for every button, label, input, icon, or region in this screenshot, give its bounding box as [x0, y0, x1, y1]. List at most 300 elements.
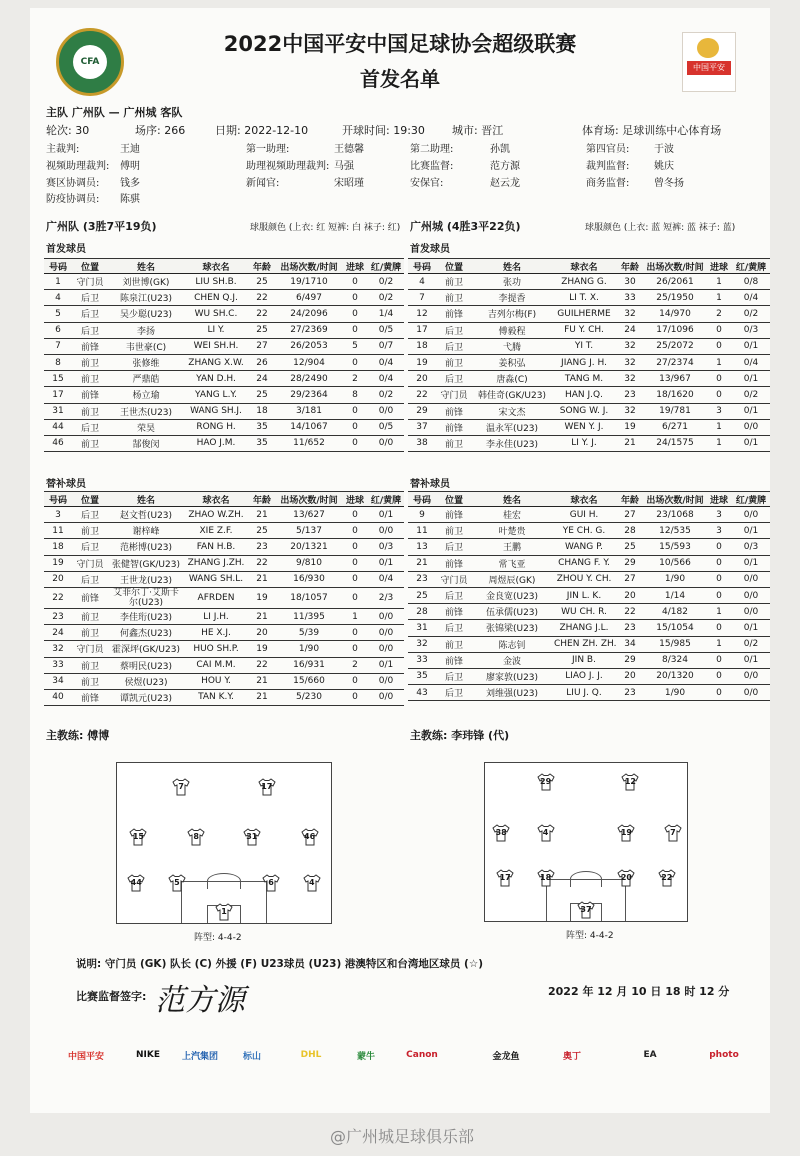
player-number: 20 [408, 371, 436, 387]
player-number: 31 [408, 620, 436, 636]
player-position: 前锋 [436, 419, 472, 435]
column-header: 号码 [408, 492, 436, 507]
player-row [408, 636, 770, 652]
player-cards: 0/1 [732, 403, 770, 419]
player-cards: 0/1 [368, 507, 404, 523]
shirt-number: 8 [193, 831, 199, 841]
player-age: 27 [616, 507, 644, 523]
player-appearances: 1/90 [276, 641, 342, 657]
player-appearances: 10/566 [644, 555, 706, 571]
official-label: 助理视频助理裁判: [246, 161, 330, 172]
player-number: 3 [44, 507, 72, 523]
player-age: 24 [248, 371, 276, 387]
away-subs-table [408, 491, 770, 701]
player-goals: 0 [342, 539, 368, 555]
player-position: 后卫 [436, 668, 472, 684]
player-shirt-icon [242, 827, 262, 847]
player-shirt-name: HAO J.M. [184, 435, 248, 451]
player-goals: 1 [706, 604, 732, 620]
sponsor-logo: DHL [300, 1050, 322, 1060]
player-shirt-icon [126, 873, 146, 893]
player-age: 29 [616, 555, 644, 571]
player-number: 9 [408, 507, 436, 523]
player-position: 前卫 [72, 371, 108, 387]
player-age: 27 [616, 571, 644, 587]
player-goals: 0 [342, 555, 368, 571]
player-appearances: 5/39 [276, 625, 342, 641]
player-goals: 0 [342, 625, 368, 641]
player-goals: 0 [706, 371, 732, 387]
player-goals: 0 [342, 641, 368, 657]
player-row [408, 435, 770, 451]
player-goals: 0 [342, 587, 368, 608]
player-position: 后卫 [436, 322, 472, 338]
player-number: 24 [44, 625, 72, 641]
player-goals: 0 [706, 685, 732, 701]
player-goals: 0 [342, 354, 368, 370]
player-appearances: 14/970 [644, 306, 706, 322]
player-age: 27 [248, 338, 276, 354]
player-position: 前卫 [72, 625, 108, 641]
official-name: 孙凯 [490, 144, 510, 155]
player-name: 艾菲尔丁·艾斯卡尔(U23) [108, 587, 184, 608]
player-shirt-name: HOU Y. [184, 673, 248, 689]
document-title: 2022中国平安中国足球协会超级联赛 [223, 32, 577, 56]
player-number: 22 [408, 387, 436, 403]
player-number: 32 [408, 636, 436, 652]
player-cards: 0/4 [368, 571, 404, 587]
player-age: 21 [616, 435, 644, 451]
player-row [408, 371, 770, 387]
column-header: 球衣名 [184, 492, 248, 507]
player-row [44, 608, 404, 624]
player-position: 守门员 [72, 555, 108, 571]
player-shirt-name: YI T. [552, 338, 616, 354]
player-number: 37 [408, 419, 436, 435]
player-age: 21 [248, 689, 276, 705]
player-name: 陈泉江(U23) [108, 290, 184, 306]
official-name: 赵云龙 [490, 178, 520, 189]
player-number: 17 [44, 387, 72, 403]
player-age: 35 [248, 419, 276, 435]
penalty-arc [207, 873, 241, 889]
column-header: 号码 [408, 259, 436, 274]
player-name: 唐淼(C) [472, 371, 552, 387]
player-name: 赵文哲(U23) [108, 507, 184, 523]
player-shirt-name: JIN B. [552, 652, 616, 668]
player-shirt-name: LIU J. Q. [552, 685, 616, 701]
player-name: 谢梓峰 [108, 523, 184, 539]
player-goals: 0 [342, 274, 368, 290]
player-appearances: 24/2096 [276, 306, 342, 322]
player-position: 前锋 [72, 338, 108, 354]
player-row [44, 435, 404, 451]
official-label: 安保官: [410, 178, 444, 189]
player-number: 40 [44, 689, 72, 705]
player-age: 20 [248, 625, 276, 641]
player-age: 30 [616, 274, 644, 290]
player-position: 前卫 [72, 354, 108, 370]
player-appearances: 25/1950 [644, 290, 706, 306]
player-appearances: 6/497 [276, 290, 342, 306]
player-shirt-name: YANG L.Y. [184, 387, 248, 403]
player-cards: 0/1 [732, 652, 770, 668]
player-row [408, 507, 770, 523]
player-cards: 0/0 [732, 419, 770, 435]
player-shirt-name: SONG W. J. [552, 403, 616, 419]
player-shirt-name: ZHANG J.ZH. [184, 555, 248, 571]
shirt-number: 4 [542, 827, 549, 837]
away-formation-pitch [484, 762, 688, 922]
official-name: 傅明 [120, 161, 140, 172]
penalty-arc [570, 871, 602, 887]
player-row [44, 539, 404, 555]
player-shirt-name: JIANG J. H. [552, 354, 616, 370]
player-age: 22 [248, 657, 276, 673]
player-name: 李佳珩(U23) [108, 608, 184, 624]
player-shirt-name: ZHAO W.ZH. [184, 507, 248, 523]
player-goals: 0 [342, 290, 368, 306]
player-cards: 0/0 [368, 403, 404, 419]
table-header-row [44, 259, 404, 274]
player-position: 前卫 [72, 657, 108, 673]
home-subs-table [44, 491, 404, 706]
player-number: 21 [408, 555, 436, 571]
player-age: 25 [248, 523, 276, 539]
column-header: 姓名 [472, 259, 552, 274]
player-row [408, 322, 770, 338]
player-cards: 0/1 [368, 555, 404, 571]
player-shirt-icon [616, 868, 636, 888]
shirt-number: 37 [580, 904, 592, 914]
official-name: 姚庆 [654, 161, 674, 172]
official-label: 防疫协调员: [46, 194, 100, 205]
official-label: 新闻官: [246, 178, 280, 189]
player-number: 34 [44, 673, 72, 689]
player-row [44, 306, 404, 322]
player-age: 21 [248, 608, 276, 624]
official-name: 钱多 [120, 178, 140, 189]
player-position: 前锋 [436, 555, 472, 571]
player-cards: 0/0 [732, 685, 770, 701]
player-number: 5 [44, 306, 72, 322]
player-position: 后卫 [436, 620, 472, 636]
player-name: 何鑫杰(U23) [108, 625, 184, 641]
player-number: 20 [44, 571, 72, 587]
supervisor-signature: 范方源 [155, 983, 245, 1018]
player-number: 7 [44, 338, 72, 354]
player-cards: 0/2 [732, 387, 770, 403]
player-age: 22 [248, 555, 276, 571]
player-name: 伍承儒(U23) [472, 604, 552, 620]
player-position: 后卫 [72, 507, 108, 523]
home-formation-label: 阵型: 4-4-2 [194, 933, 242, 943]
player-position: 前锋 [436, 507, 472, 523]
player-row [44, 403, 404, 419]
player-shirt-name: YAN D.H. [184, 371, 248, 387]
player-appearances: 18/1057 [276, 587, 342, 608]
csl-logo-text: 中国平安 [687, 61, 731, 75]
sponsor-logo: 金龙鱼 [492, 1051, 520, 1062]
player-name: 傅毅程 [472, 322, 552, 338]
player-appearances: 20/1321 [276, 539, 342, 555]
player-appearances: 28/2490 [276, 371, 342, 387]
player-shirt-icon [214, 902, 234, 922]
player-row [408, 652, 770, 668]
player-age: 25 [248, 322, 276, 338]
table-header-row [408, 259, 770, 274]
player-goals: 2 [706, 306, 732, 322]
player-appearances: 1/90 [644, 685, 706, 701]
player-goals: 0 [342, 571, 368, 587]
player-number: 18 [408, 338, 436, 354]
player-cards: 0/0 [368, 523, 404, 539]
column-header: 年龄 [616, 492, 644, 507]
player-goals: 0 [706, 539, 732, 555]
player-number: 38 [408, 435, 436, 451]
player-position: 守门员 [72, 641, 108, 657]
player-row [408, 290, 770, 306]
player-cards: 0/0 [732, 668, 770, 684]
player-position: 守门员 [436, 387, 472, 403]
player-goals: 0 [706, 387, 732, 403]
player-position: 后卫 [436, 685, 472, 701]
player-shirt-name: ZHOU Y. CH. [552, 571, 616, 587]
home-subs-label: 替补球员 [46, 479, 86, 490]
player-position: 后卫 [72, 322, 108, 338]
player-number: 13 [408, 539, 436, 555]
player-position: 后卫 [436, 587, 472, 603]
player-cards: 0/3 [368, 539, 404, 555]
player-number: 28 [408, 604, 436, 620]
player-shirt-icon [620, 772, 640, 792]
player-goals: 3 [706, 523, 732, 539]
match-city: 城市: 晋江 [452, 124, 504, 137]
player-row [408, 274, 770, 290]
player-cards: 0/2 [732, 636, 770, 652]
player-shirt-name: FAN H.B. [184, 539, 248, 555]
player-goals: 0 [706, 555, 732, 571]
player-shirt-name: FU Y. CH. [552, 322, 616, 338]
player-goals: 1 [342, 608, 368, 624]
match-kickoff: 开球时间: 19:30 [342, 124, 425, 137]
away-formation-label: 阵型: 4-4-2 [566, 931, 614, 941]
player-age: 25 [616, 539, 644, 555]
column-header: 进球 [342, 259, 368, 274]
player-age: 32 [616, 338, 644, 354]
player-name: 韦世豪(C) [108, 338, 184, 354]
player-shirt-icon [536, 868, 556, 888]
player-goals: 8 [342, 387, 368, 403]
player-shirt-icon [257, 777, 277, 797]
official-name: 范方源 [490, 161, 520, 172]
player-position: 前卫 [72, 435, 108, 451]
column-header: 球衣名 [184, 259, 248, 274]
official-label: 商务监督: [586, 178, 630, 189]
player-shirt-name: TANG M. [552, 371, 616, 387]
player-number: 46 [44, 435, 72, 451]
player-shirt-name: JIN L. K. [552, 587, 616, 603]
player-row [408, 620, 770, 636]
player-shirt-icon [536, 823, 556, 843]
column-header: 位置 [436, 492, 472, 507]
player-row [44, 641, 404, 657]
player-appearances: 1/14 [644, 587, 706, 603]
official-name: 曾冬扬 [654, 178, 684, 189]
player-age: 20 [616, 587, 644, 603]
shirt-number: 17 [261, 782, 273, 791]
player-shirt-name: AFRDEN [184, 587, 248, 608]
player-name: 王世龙(U23) [108, 571, 184, 587]
player-cards: 0/1 [368, 657, 404, 673]
player-position: 守门员 [436, 571, 472, 587]
match-round: 轮次: 30 [46, 124, 90, 137]
shirt-number: 29 [540, 776, 552, 786]
player-row [44, 322, 404, 338]
player-appearances: 29/2364 [276, 387, 342, 403]
player-row [44, 274, 404, 290]
player-appearances: 23/1068 [644, 507, 706, 523]
player-position: 前卫 [436, 290, 472, 306]
player-name: 杨立瑜 [108, 387, 184, 403]
cfa-logo-text: CFA [73, 45, 107, 79]
column-header: 出场次数/时间 [276, 259, 342, 274]
player-number: 29 [408, 403, 436, 419]
player-name: 刘世博(GK) [108, 274, 184, 290]
player-cards: 0/0 [368, 641, 404, 657]
player-cards: 0/2 [368, 387, 404, 403]
player-row [408, 539, 770, 555]
shirt-number: 6 [268, 878, 274, 887]
player-shirt-name: WANG SH.J. [184, 403, 248, 419]
player-appearances: 3/181 [276, 403, 342, 419]
player-name: 姜积弘 [472, 354, 552, 370]
sponsor-logo: 蒙牛 [356, 1051, 375, 1062]
sponsor-logo: 上汽集团 [181, 1051, 218, 1062]
player-number: 7 [408, 290, 436, 306]
player-appearances: 19/781 [644, 403, 706, 419]
sign-datetime: 2022 年 12 月 10 日 18 时 12 分 [548, 985, 730, 998]
player-row [408, 419, 770, 435]
player-row [44, 571, 404, 587]
player-appearances: 16/931 [276, 657, 342, 673]
player-appearances: 4/182 [644, 604, 706, 620]
player-age: 28 [616, 523, 644, 539]
player-cards: 0/7 [368, 338, 404, 354]
player-age: 34 [616, 636, 644, 652]
official-label: 赛区协调员: [46, 178, 100, 189]
player-name: 蔡明民(U23) [108, 657, 184, 673]
player-appearances: 1/90 [644, 571, 706, 587]
player-age: 24 [616, 322, 644, 338]
player-age: 21 [248, 571, 276, 587]
player-age: 26 [248, 354, 276, 370]
player-row [408, 668, 770, 684]
column-header: 位置 [72, 259, 108, 274]
player-number: 6 [44, 322, 72, 338]
player-appearances: 15/1054 [644, 620, 706, 636]
column-header: 出场次数/时间 [644, 259, 706, 274]
player-shirt-icon [663, 823, 683, 843]
player-position: 前锋 [436, 306, 472, 322]
player-shirt-icon [128, 827, 148, 847]
shirt-number: 22 [661, 873, 673, 883]
player-name: 吉列尔梅(F) [472, 306, 552, 322]
player-appearances: 19/1710 [276, 274, 342, 290]
player-name: 王世杰(U23) [108, 403, 184, 419]
player-row [44, 523, 404, 539]
player-age: 33 [616, 290, 644, 306]
player-row [44, 371, 404, 387]
player-age: 19 [616, 419, 644, 435]
player-goals: 2 [342, 657, 368, 673]
player-goals: 0 [342, 403, 368, 419]
player-name: 王鹏 [472, 539, 552, 555]
column-header: 号码 [44, 492, 72, 507]
player-goals: 1 [706, 636, 732, 652]
player-cards: 0/1 [732, 435, 770, 451]
player-number: 25 [408, 587, 436, 603]
player-appearances: 18/1620 [644, 387, 706, 403]
player-name: 叶楚贵 [472, 523, 552, 539]
sponsor-logo: 中国平安 [67, 1051, 104, 1062]
player-goals: 0 [342, 306, 368, 322]
player-cards: 0/5 [368, 322, 404, 338]
player-shirt-name: WEN Y. J. [552, 419, 616, 435]
player-cards: 0/1 [732, 620, 770, 636]
player-goals: 0 [342, 523, 368, 539]
player-age: 29 [616, 652, 644, 668]
player-number: 33 [408, 652, 436, 668]
player-shirt-name: LI Y. [184, 322, 248, 338]
player-number: 11 [408, 523, 436, 539]
official-name: 宋昭瑾 [334, 178, 364, 189]
player-row [44, 354, 404, 370]
player-cards: 0/0 [732, 604, 770, 620]
player-shirt-name: ZHANG J.L. [552, 620, 616, 636]
player-cards: 0/1 [732, 555, 770, 571]
column-header: 姓名 [108, 492, 184, 507]
player-shirt-name: WEI SH.H. [184, 338, 248, 354]
official-label: 第四官员: [586, 144, 630, 155]
player-position: 守门员 [72, 274, 108, 290]
player-cards: 0/8 [732, 274, 770, 290]
shirt-number: 38 [495, 827, 507, 837]
legend-note: 说明: 守门员 (GK) 队长 (C) 外援 (F) U23球员 (U23) 港澳特区和台湾地区球员 (☆) [76, 958, 484, 970]
player-name: 张锦梁(U23) [472, 620, 552, 636]
player-cards: 0/1 [732, 371, 770, 387]
player-number: 19 [408, 354, 436, 370]
player-shirt-name: WANG SH.L. [184, 571, 248, 587]
sponsor-logo: Canon [406, 1050, 438, 1060]
player-shirt-icon [261, 873, 281, 893]
player-shirt-name: CHEN Q.J. [184, 290, 248, 306]
player-cards: 0/2 [732, 306, 770, 322]
player-position: 后卫 [72, 290, 108, 306]
player-shirt-name: LI Y. J. [552, 435, 616, 451]
player-position: 前卫 [72, 673, 108, 689]
player-shirt-name: LI T. X. [552, 290, 616, 306]
official-name: 王迪 [120, 144, 140, 155]
player-shirt-icon [491, 823, 511, 843]
player-name: 范彬博(U23) [108, 539, 184, 555]
official-label: 比赛监督: [410, 161, 454, 172]
player-appearances: 13/627 [276, 507, 342, 523]
player-age: 32 [616, 306, 644, 322]
player-position: 前卫 [436, 354, 472, 370]
official-label: 裁判监督: [586, 161, 630, 172]
player-number: 44 [44, 419, 72, 435]
